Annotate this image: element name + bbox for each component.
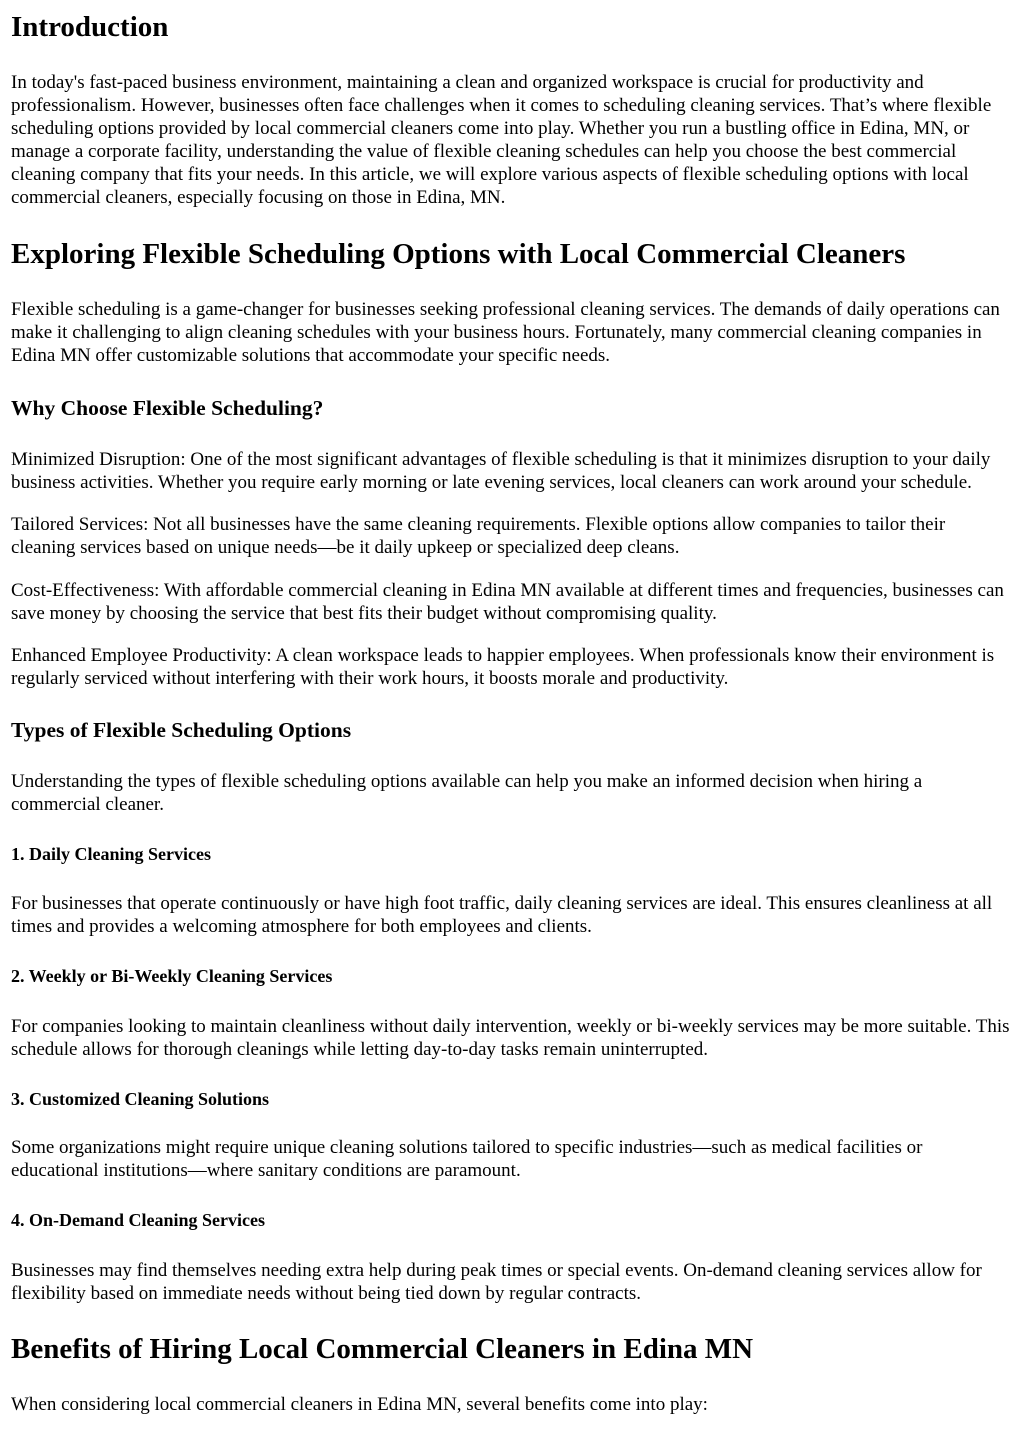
types-heading: Types of Flexible Scheduling Options [11, 718, 352, 742]
option-heading-customized: 3. Customized Cleaning Solutions [11, 1089, 270, 1109]
why-paragraph-disruption: Minimized Disruption: One of the most significant advantages of flexible scheduling is that it minimizes disruption to your daily business activities. Whether you require early morning or late evening services, local cleaners can work around your schedule. [11, 449, 991, 493]
option-heading-on-demand: 4. On-Demand Cleaning Services [11, 1210, 265, 1230]
article [0, 10, 1024, 1416]
exploring-paragraph: Flexible scheduling is a game-changer for businesses seeking professional cleaning services. The demands of daily operations can make it challenging to align cleaning schedules with your business hours. Fortunately, many commercial cleaning companies in Edina MN offer customizable solutions that accommodate your specific needs. [11, 299, 1000, 366]
benefits-heading: Benefits of Hiring Local Commercial Cleaners in Edina MN [11, 1333, 754, 1365]
types-paragraph: Understanding the types of flexible scheduling options available can help you make an informed decision when hiring a commercial cleaner. [11, 771, 923, 815]
intro-paragraph: In today's fast-paced business environment, maintaining a clean and organized workspace is crucial for productivity and professionalism. However, businesses often face challenges when it comes to scheduling cleaning services. That’s where flexible scheduling options provided by local commercial cleaners come into play. Whether you run a bustling office in Edina, MN, or manage a corporate facility, understanding the value of flexible cleaning schedules can help you choose the best commercial cleaning company that fits your needs. In this article, we will explore various aspects of flexible scheduling options with local commercial cleaners, especially focusing on those in Edina, MN. [11, 72, 992, 208]
why-heading: Why Choose Flexible Scheduling? [11, 396, 324, 420]
option-heading-daily: 1. Daily Cleaning Services [11, 844, 211, 864]
why-paragraph-productivity: Enhanced Employee Productivity: A clean workspace leads to happier employees. When professionals know their environment is regularly serviced without interfering with their work hours, it boosts morale and productivity. [11, 645, 995, 689]
option-paragraph-daily: For businesses that operate continuously or have high foot traffic, daily cleaning services are ideal. This ensures cleanliness at all times and provides a welcoming atmosphere for both employees and clients. [11, 893, 993, 937]
option-paragraph-on-demand: Businesses may find themselves needing extra help during peak times or special events. On-demand cleaning services allow for flexibility based on immediate needs without being tied down by regular contracts. [11, 1260, 982, 1304]
why-paragraph-tailored: Tailored Services: Not all businesses have the same cleaning requirements. Flexible options allow companies to tailor their cleaning services based on unique needs—be it daily upkeep or specialized deep cleans. [11, 514, 946, 558]
intro-heading: Introduction [11, 11, 169, 43]
exploring-heading: Exploring Flexible Scheduling Options with Local Commercial Cleaners [11, 238, 906, 270]
option-heading-weekly: 2. Weekly or Bi-Weekly Cleaning Services [11, 966, 333, 986]
why-paragraph-cost: Cost-Effectiveness: With affordable commercial cleaning in Edina MN available at different times and frequencies, businesses can save money by choosing the service that best fits their budget without compromising quality. [11, 580, 1004, 624]
option-paragraph-weekly: For companies looking to maintain cleanliness without daily intervention, weekly or bi-weekly services may be more suitable. This schedule allows for thorough cleanings while letting day-to-day tasks remain uninterrupted. [11, 1016, 1010, 1060]
benefits-paragraph: When considering local commercial cleaners in Edina MN, several benefits come into play: [11, 1394, 708, 1415]
option-paragraph-customized: Some organizations might require unique cleaning solutions tailored to specific industries—such as medical facilities or educational institutions—where sanitary conditions are paramount. [11, 1137, 923, 1181]
